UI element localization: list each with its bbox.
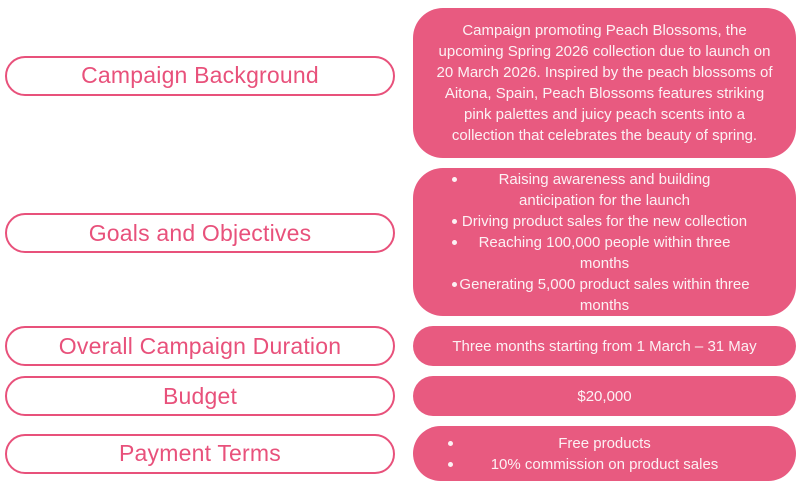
bullet-icon	[452, 240, 457, 245]
payment-terms-list	[429, 433, 780, 475]
bullet-text: Generating 5,000 product sales within three months	[459, 275, 750, 314]
bullet-icon	[452, 219, 457, 224]
content-paragraph: Three months starting from 1 March – 31 May	[452, 337, 757, 355]
label-column	[0, 426, 400, 481]
label-column	[0, 326, 400, 366]
section-pill-goals-objectives	[5, 213, 395, 253]
label-column	[0, 376, 400, 416]
content-paragraph: $20,000	[577, 387, 632, 405]
bullet-text: Driving product sales for the new collection	[461, 212, 748, 230]
list-item	[433, 232, 776, 274]
content-paragraph: Campaign promoting Peach Blossoms, the upcoming Spring 2026 collection due to launch on 20 March 2026. Inspired by the peach blossoms of Aitona, Spain, Peach Blossoms features striking pink palettes and juicy peach scents into a collection that celebrates the beauty of spring.	[436, 22, 773, 144]
bullet-icon	[452, 282, 457, 287]
section-pill-campaign-duration	[5, 326, 395, 366]
section-label: Campaign Background	[81, 62, 319, 88]
section-label: Goals and Objectives	[88, 219, 312, 246]
list-item	[429, 454, 780, 475]
content-column	[413, 376, 796, 416]
bullet-icon	[452, 177, 457, 182]
section-label: Payment Terms	[119, 440, 281, 466]
goals-list	[433, 169, 776, 316]
content-column	[413, 326, 796, 366]
section-label: Overall Campaign Duration	[58, 332, 342, 359]
label-column	[0, 8, 400, 158]
section-pill-campaign-background	[5, 56, 395, 96]
content-card-campaign-duration	[413, 326, 796, 366]
bullet-text: Reaching 100,000 people within three months	[478, 233, 731, 272]
content-column	[413, 168, 796, 316]
content-card-goals-objectives	[413, 168, 796, 316]
row-goals-objectives	[0, 168, 796, 316]
content-column	[413, 426, 796, 481]
bullet-text: Free products	[558, 434, 651, 452]
list-item	[433, 274, 776, 316]
bullet-icon	[448, 462, 453, 467]
bullet-text: 10% commission on product sales	[490, 455, 719, 473]
list-item	[433, 169, 776, 211]
row-campaign-duration	[0, 326, 796, 366]
content-card-budget	[413, 376, 796, 416]
content-card-campaign-background	[413, 8, 796, 158]
label-column	[0, 168, 400, 316]
content-card-payment-terms	[413, 426, 796, 481]
content-column	[413, 8, 796, 158]
section-label: Budget	[162, 382, 238, 409]
row-campaign-background	[0, 8, 796, 158]
row-payment-terms	[0, 426, 796, 481]
list-item	[433, 211, 776, 232]
bullet-text: Raising awareness and building anticipation for the launch	[498, 170, 711, 209]
bullet-icon	[448, 441, 453, 446]
section-pill-budget	[5, 376, 395, 416]
row-budget	[0, 376, 796, 416]
section-pill-payment-terms	[5, 434, 395, 474]
list-item	[429, 433, 780, 454]
